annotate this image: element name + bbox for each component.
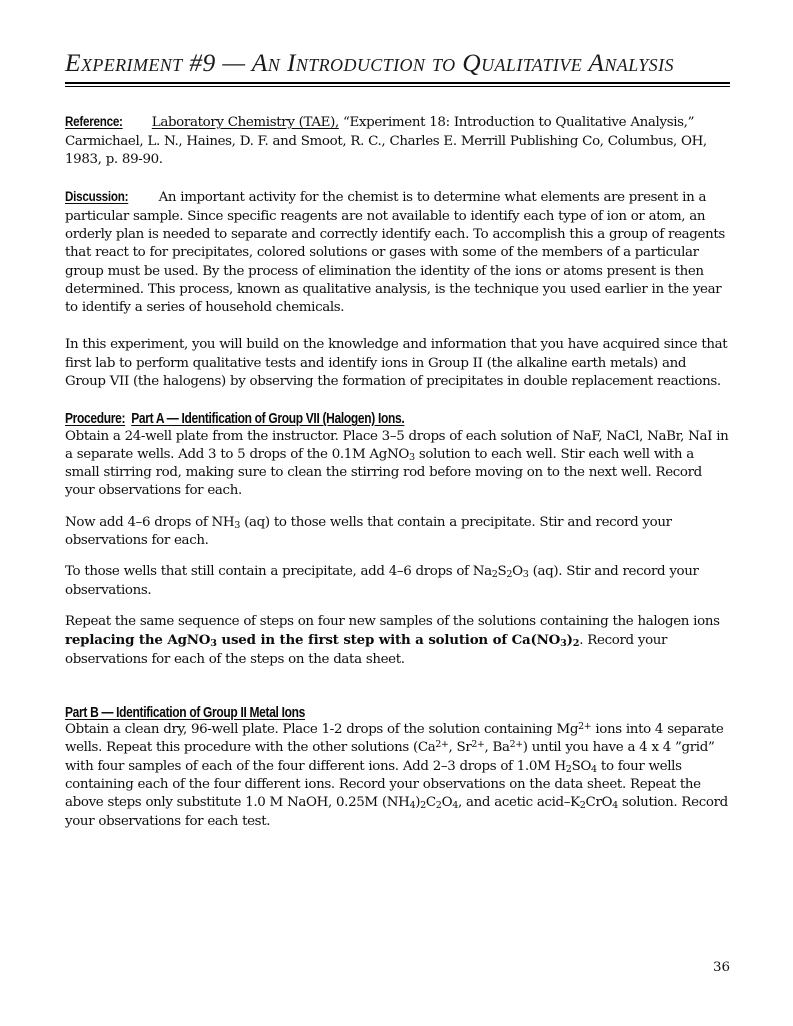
- discussion-label-space: [142, 190, 158, 205]
- procedure-paragraph-2: [65, 514, 730, 551]
- spacer: [65, 391, 730, 410]
- part-b-subscript-1: 2: [565, 763, 572, 775]
- part-b-heading-text: Part B — Identification of Group II Metal Ions: [65, 703, 305, 721]
- procedure-p4-part-b: . Record your observations for each of the steps on the data sheet.: [65, 633, 668, 667]
- procedure-p3-part-d: (aq). Stir and record your observations.: [65, 564, 699, 598]
- spacer: [65, 317, 730, 336]
- part-b-heading-squeeze: [65, 704, 305, 721]
- spacer: [65, 550, 730, 563]
- part-b-part-k: , and acetic acid–K: [458, 795, 580, 811]
- procedure-p4-part-a: Repeat the same sequence of steps on four new samples of the solutions containing the halogen ions: [65, 613, 720, 629]
- procedure-p2-part-b: (aq) to those wells that contain a precipitate. Stir and record your observations for each.: [65, 514, 672, 549]
- procedure-p2-part-a: Now add 4–6 drops of NH: [65, 514, 235, 530]
- part-b-part-j: O: [441, 795, 453, 811]
- procedure-p4-bold-subscript-3: 2: [572, 638, 580, 650]
- part-b-part-d: , Ba: [484, 740, 510, 756]
- procedure-p3-subscript-3: 3: [522, 569, 529, 581]
- part-b-superscript-3: 2+: [471, 739, 485, 751]
- part-b-subscript-4: 2: [420, 800, 426, 812]
- part-b-part-h: ): [415, 795, 421, 811]
- part-b-paragraph: [65, 721, 730, 831]
- procedure-p2-subscript-1: 3: [234, 519, 241, 531]
- reference-label-wrap: [65, 113, 135, 132]
- discussion-body-1: An important activity for the chemist is to determine what elements are present in a particular sample. Since specific reagents are not available to identify each type of ion or atom, an orderly plan is needed to separate and correctly identify each. To accomplish this a group of reagents that react to for precipitates, colored solutions or gases with some of the members of a particular group must be used. By the process of elimination the identity of the ions or atoms present is then determined. This process, known as qualitative analysis, is the technique you used earlier in the year to identify a series of household chemicals.: [65, 190, 725, 316]
- part-b-part-a: Obtain a clean dry, 96-well plate. Place 1-2 drops of the solution containing Mg: [65, 722, 579, 738]
- part-b-part-f: SO: [571, 758, 592, 774]
- part-b-subscript-7: 2: [579, 800, 586, 812]
- procedure-p4-bold-a: replacing the AgNO: [65, 632, 211, 649]
- procedure-p3-subscript-2: 2: [506, 569, 513, 581]
- spacer: [65, 501, 730, 514]
- procedure-heading: [65, 410, 730, 427]
- spacer: [65, 169, 730, 188]
- procedure-p3-part-c: O: [512, 564, 523, 580]
- discussion-label-wrap: [65, 188, 142, 207]
- part-b-part-i: C: [425, 795, 436, 811]
- reference-label-space: [135, 115, 151, 130]
- part-b-part-e: ) until you have a 4 x 4 ”grid” with four samples of each of the four different ions. Add 2–3 drops of 1.0M H: [65, 740, 715, 774]
- spacer: [65, 87, 730, 113]
- procedure-label: Procedure:: [65, 410, 126, 428]
- part-b-part-l: CrO: [585, 795, 613, 811]
- procedure-p4-bold-c: ): [566, 632, 573, 649]
- procedure-p4-bold-subscript-1: 3: [210, 638, 217, 650]
- procedure-p3-part-a: To those wells that still contain a precipitate, add 4–6 drops of Na: [65, 564, 492, 580]
- procedure-p1-part-a: Obtain a 24-well plate from the instructor. Place 3–5 drops of each solution of NaF, NaCl, NaBr, NaI in a separate wells. Add 3 to 5 drops of the 0.1M AgNO: [65, 428, 729, 462]
- part-b-subscript-3: 4: [409, 800, 416, 812]
- page-title: Experiment #9 — An Introduction to Qualitative Analysis: [65, 48, 674, 77]
- spacer: [65, 600, 730, 613]
- procedure-paragraph-3: [65, 563, 730, 600]
- procedure-p3-part-b: S: [497, 564, 507, 580]
- discussion-paragraph-2: In this experiment, you will build on the knowledge and information that you have acquired since that first lab to perform qualitative tests and identify ions in Group II (the alkaline earth metals) and Group VII (the halogens) by observing the formation of precipitates in double replacement reactions.: [65, 337, 728, 390]
- procedure-p1-part-b: solution to each well. Stir each well with a small stirring rod, making sure to clean the stirring rod before moving on to the next well. Record your observations for each.: [65, 446, 702, 499]
- reference-citation-rest: “Experiment 18: Introduction to Qualitative Analysis,” Carmichael, L. N., Haines, D. F. and Smoot, R. C., Charles E. Merrill Publishing Co, Columbus, OH, 1983, p. 89-90.: [65, 115, 707, 167]
- procedure-paragraph-4: [65, 613, 730, 669]
- part-b-subscript-5: 2: [435, 800, 442, 812]
- part-b-part-c: , Sr: [448, 740, 472, 756]
- discussion-paragraph-1: [65, 188, 730, 317]
- part-a-heading: Part A — Identification of Group VII (Halogen) Ions.: [131, 410, 405, 428]
- part-b-part-g: to four wells containing each of the four different ions. Record your observations on the data sheet. Repeat the above steps only substitute 1.0 M NaOH, 0.25M (NH: [65, 758, 701, 811]
- part-b-subscript-8: 4: [612, 800, 618, 812]
- procedure-p1-subscript-1: 3: [408, 451, 415, 463]
- part-b-subscript-2: 4: [591, 763, 597, 775]
- procedure-p4-bold-subscript-2: 3: [560, 638, 567, 650]
- reference-label: Reference:: [65, 114, 123, 131]
- part-b-part-b: ions into 4 separate wells. Repeat this procedure with the other solutions (Ca: [65, 722, 724, 756]
- procedure-heading-squeeze: [65, 410, 404, 427]
- spacer: [65, 669, 730, 704]
- part-b-heading: [65, 704, 730, 721]
- part-b-superscript-1: 2+: [578, 721, 592, 733]
- procedure-p4-bold-b: used in the first step with a solution of Ca(NO: [216, 632, 561, 649]
- discussion-label: Discussion:: [65, 189, 129, 206]
- page-content: [65, 48, 730, 831]
- procedure-p3-subscript-1: 2: [491, 569, 498, 581]
- reference-source-title: Laboratory Chemistry (TAE),: [151, 115, 339, 131]
- part-b-part-m: solution. Record your observations for each test.: [65, 795, 728, 829]
- reference-paragraph: [65, 113, 730, 169]
- procedure-paragraph-1: [65, 428, 730, 501]
- part-b-superscript-4: 2+: [509, 739, 523, 751]
- page-number: 36: [712, 960, 730, 975]
- part-b-subscript-6: 4: [452, 800, 458, 812]
- part-b-superscript-2: 2+: [435, 739, 449, 751]
